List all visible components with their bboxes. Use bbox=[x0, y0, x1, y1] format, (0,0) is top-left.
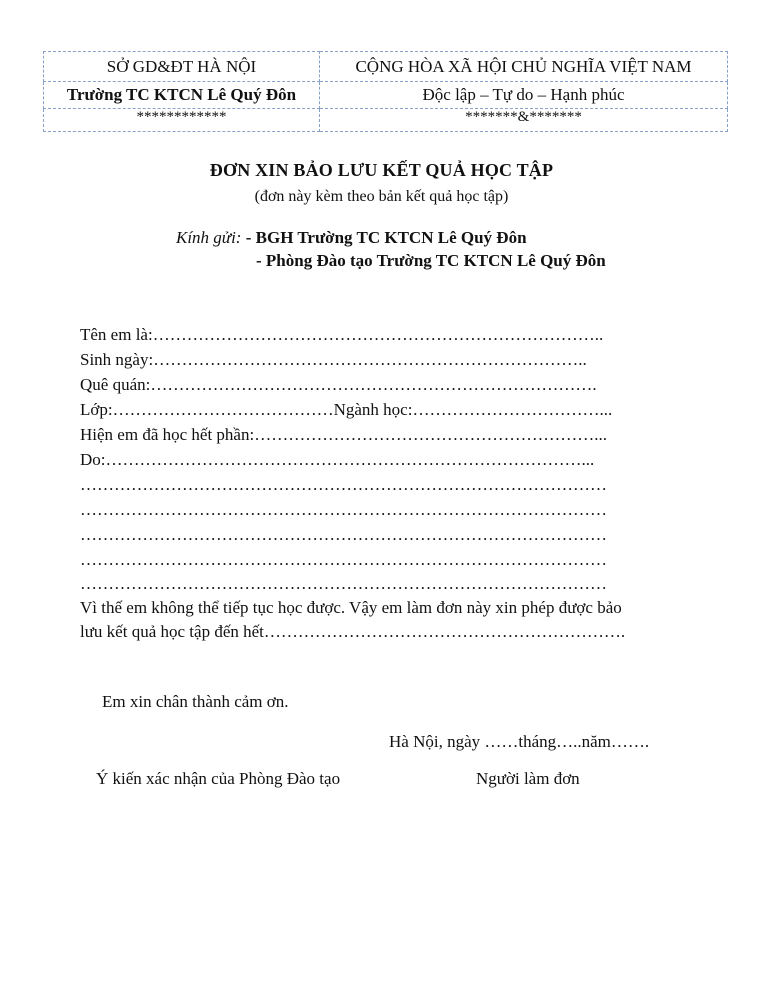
school-name: Trường TC KTCN Lê Quý Đôn bbox=[44, 82, 320, 109]
blank-line: ………………………………………………………………………………… bbox=[80, 525, 607, 544]
request-line-2: lưu kết quả học tập đến hết………………………………………………………. bbox=[80, 622, 626, 641]
reason-field: Do:…………………………………………………………………………... bbox=[80, 450, 595, 469]
right-divider-stars: *******&******* bbox=[320, 109, 728, 132]
document-title: ĐƠN XIN BẢO LƯU KẾT QUẢ HỌC TẬP bbox=[209, 160, 554, 180]
header-table bbox=[43, 51, 728, 132]
request-line-1: Vì thế em không thể tiếp tục học được. Vậy em làm đơn này xin phép được bảo bbox=[80, 598, 622, 617]
hometown-field: Quê quán:……………………………………………………………………. bbox=[80, 375, 597, 394]
name-field: Tên em là:…………………………………………………………………….. bbox=[80, 325, 604, 344]
thanks-line: Em xin chân thành cảm ơn. bbox=[102, 692, 289, 711]
blank-line: ………………………………………………………………………………… bbox=[80, 475, 607, 494]
blank-line: ………………………………………………………………………………… bbox=[80, 550, 607, 569]
applicant-signature-label: Người làm đơn bbox=[476, 769, 580, 788]
dob-field: Sinh ngày:………………………………………………………………….. bbox=[80, 350, 587, 369]
recipient-bgh: - BGH Trường TC KTCN Lê Quý Đôn bbox=[245, 228, 527, 247]
class-major-field: Lớp:…………………………………Ngành học:……………………………... bbox=[80, 400, 613, 419]
recipient-label: Kính gửi: bbox=[176, 228, 246, 247]
training-office-confirmation: Ý kiến xác nhận của Phòng Đào tạo bbox=[96, 769, 341, 788]
blank-line: ………………………………………………………………………………… bbox=[80, 574, 607, 593]
date-line: Hà Nội, ngày ……tháng…..năm……. bbox=[389, 732, 650, 751]
document-subtitle: (đơn này kèm theo bản kết quả học tập) bbox=[254, 188, 509, 205]
national-motto: Độc lập – Tự do – Hạnh phúc bbox=[320, 82, 728, 109]
recipient-training-office: - Phòng Đào tạo Trường TC KTCN Lê Quý Đôn bbox=[256, 251, 606, 270]
department-name: SỞ GD&ĐT HÀ NỘI bbox=[44, 52, 320, 82]
nation-name: CỘNG HÒA XÃ HỘI CHỦ NGHĨA VIỆT NAM bbox=[320, 52, 728, 82]
left-divider-stars: ************ bbox=[44, 109, 320, 132]
progress-field: Hiện em đã học hết phần:……………………………………………………... bbox=[80, 425, 607, 444]
recipient-line-1 bbox=[176, 228, 527, 248]
blank-line: ………………………………………………………………………………… bbox=[80, 500, 607, 519]
